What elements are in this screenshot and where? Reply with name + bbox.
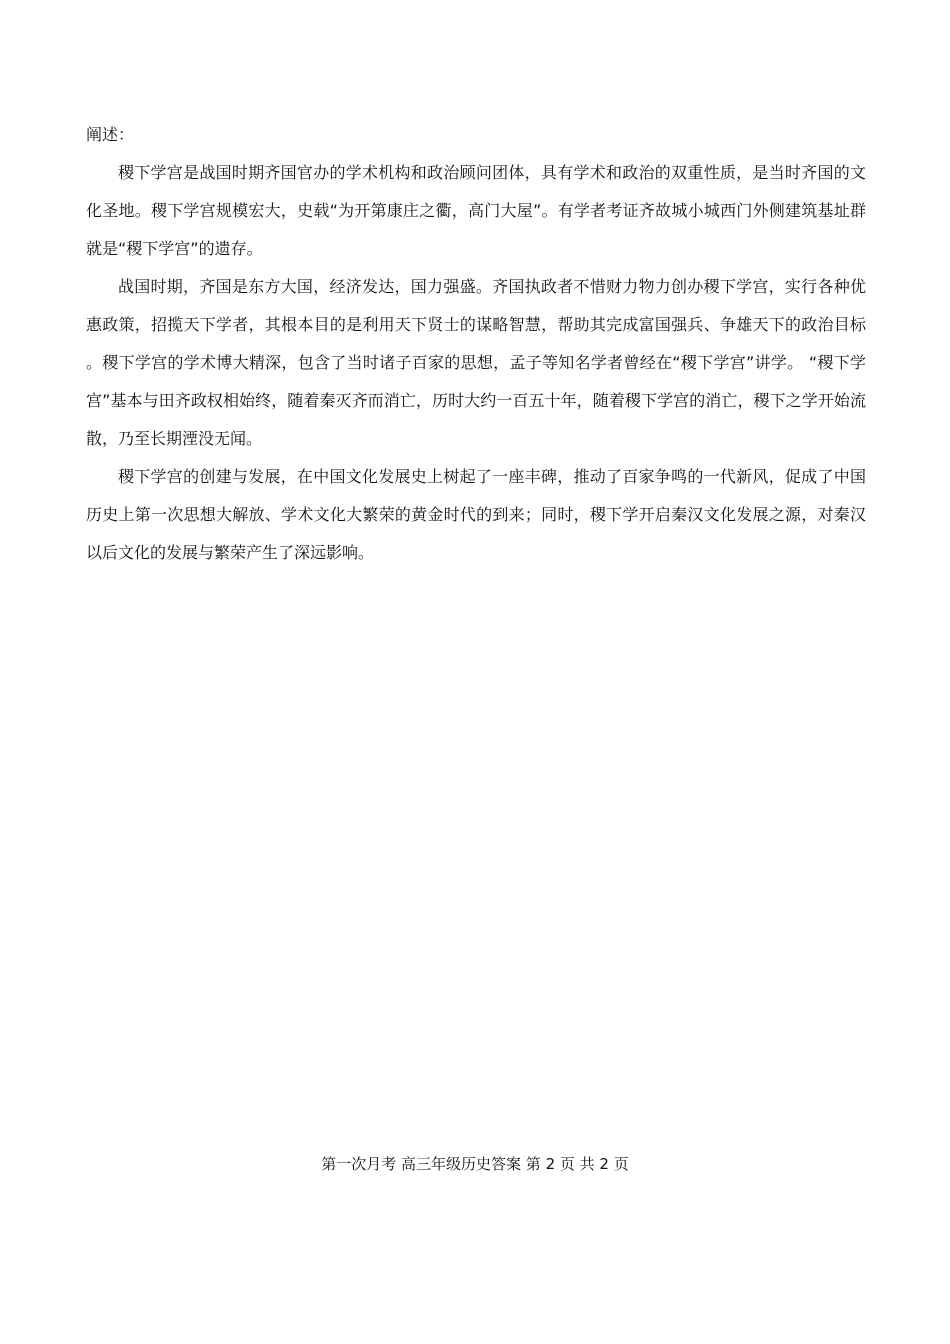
section-heading: 阐述：	[86, 125, 135, 144]
paragraph-1: 稷下学宫是战国时期齐国官办的学术机构和政治顾问团体，具有学术和政治的双重性质，是当时齐国的文化圣地。稷下学宫规模宏大，史载“为开第康庄之衢，高门大屋”。有学者考证齐故城小城西门外侧建筑基址群就是“稷下学宫”的遗存。	[86, 163, 866, 258]
answer-content	[86, 116, 866, 572]
paragraph-3: 稷下学宫的创建与发展，在中国文化发展史上树起了一座丰碑，推动了百家争鸣的一代新风，促成了中国历史上第一次思想大解放、学术文化大繁荣的黄金时代的到来；同时，稷下学开启秦汉文化发展之源，对秦汉以后文化的发展与繁荣产生了深远影响。	[86, 467, 866, 562]
page-footer: 第一次月考 高三年级历史答案 第 2 页 共 2 页	[321, 1155, 629, 1173]
paragraph-2: 战国时期，齐国是东方大国，经济发达，国力强盛。齐国执政者不惜财力物力创办稷下学宫，实行各种优惠政策，招揽天下学者，其根本目的是利用天下贤士的谋略智慧，帮助其完成富国强兵、争雄天下的政治目标。稷下学宫的学术博大精深，包含了当时诸子百家的思想，孟子等知名学者曾经在“稷下学宫”讲学。 “稷下学宫”基本与田齐政权相始终，随着秦灭齐而消亡，历时大约一百五十年，随着稷下学宫的消亡，稷下之学开始流散，乃至长期湮没无闻。	[86, 277, 866, 448]
